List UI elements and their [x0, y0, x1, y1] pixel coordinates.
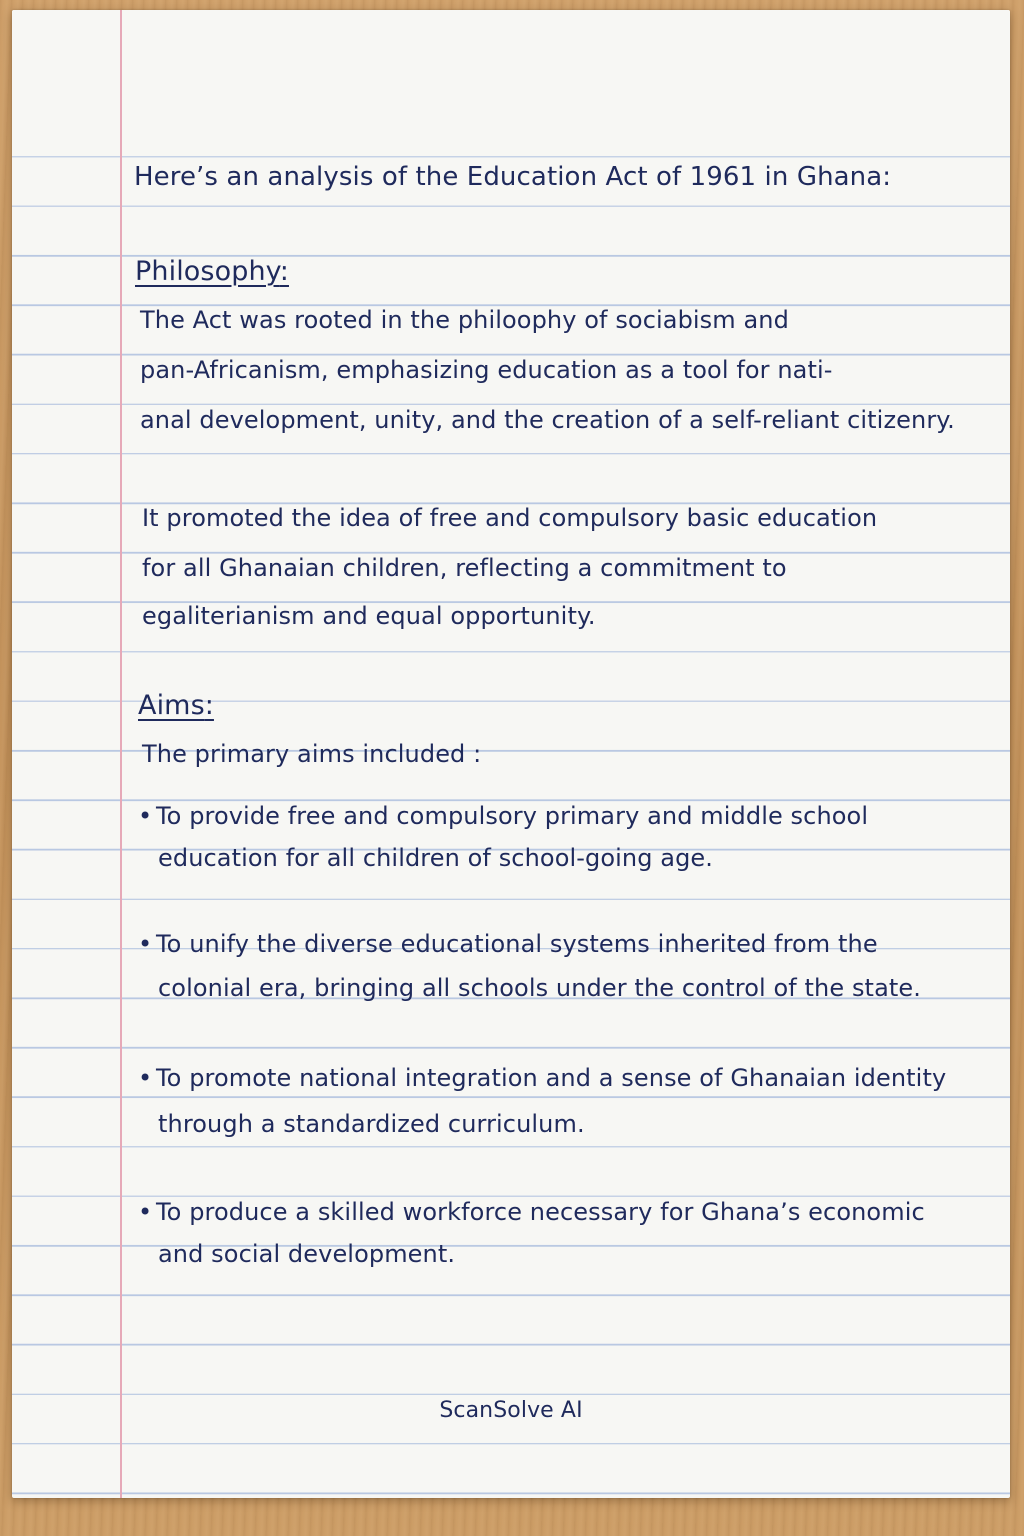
bullet-icon: • [138, 802, 153, 830]
philosophy-line-3: anal development, unity, and the creation of a self-reliant citizenry. [140, 406, 955, 434]
philosophy-heading-text: Philosophy [135, 256, 280, 287]
aim-item-2-line-2: colonial era, bringing all schools under the control of the state. [158, 974, 921, 1002]
paper-header-space [12, 10, 1010, 108]
bullet-icon: • [138, 1198, 153, 1226]
aims-heading: Aims: [138, 690, 214, 721]
aim-item-4-line-1: • To produce a skilled workforce necessary for Ghana’s economic [138, 1198, 925, 1226]
bullet-icon: • [138, 1064, 153, 1092]
philosophy-line-5: for all Ghanaian children, reflecting a commitment to [142, 554, 787, 582]
philosophy-line-1: The Act was rooted in the philoophy of sociabism and [140, 306, 789, 334]
notebook-paper [12, 10, 1010, 1498]
footer-brand: ScanSolve AI [439, 1398, 583, 1423]
aim-item-3-line-2: through a standardized curriculum. [158, 1110, 585, 1138]
philosophy-line-4: It promoted the idea of free and compulsory basic education [142, 504, 878, 532]
philosophy-line-2: pan-Africanism, emphasizing education as a tool for nati- [140, 356, 833, 384]
aims-intro: The primary aims included : [142, 740, 482, 768]
aim-item-1-line-2: education for all children of school-going age. [158, 844, 714, 872]
page-title: Here’s an analysis of the Education Act of 1961 in Ghana: [134, 162, 892, 192]
philosophy-heading: Philosophy: [135, 256, 289, 287]
philosophy-line-6: egaliterianism and equal opportunity. [142, 602, 596, 630]
margin-line [120, 10, 122, 1498]
aim-item-3-line-1: • To promote national integration and a sense of Ghanaian identity [138, 1064, 947, 1092]
aim-item-1-line-1: • To provide free and compulsory primary and middle school [138, 802, 869, 830]
bullet-icon: • [138, 930, 153, 958]
aims-heading-text: Aims [138, 690, 205, 721]
aim-item-4-line-2: and social development. [158, 1240, 456, 1268]
aim-item-2-line-1: • To unify the diverse educational systems inherited from the [138, 930, 878, 958]
